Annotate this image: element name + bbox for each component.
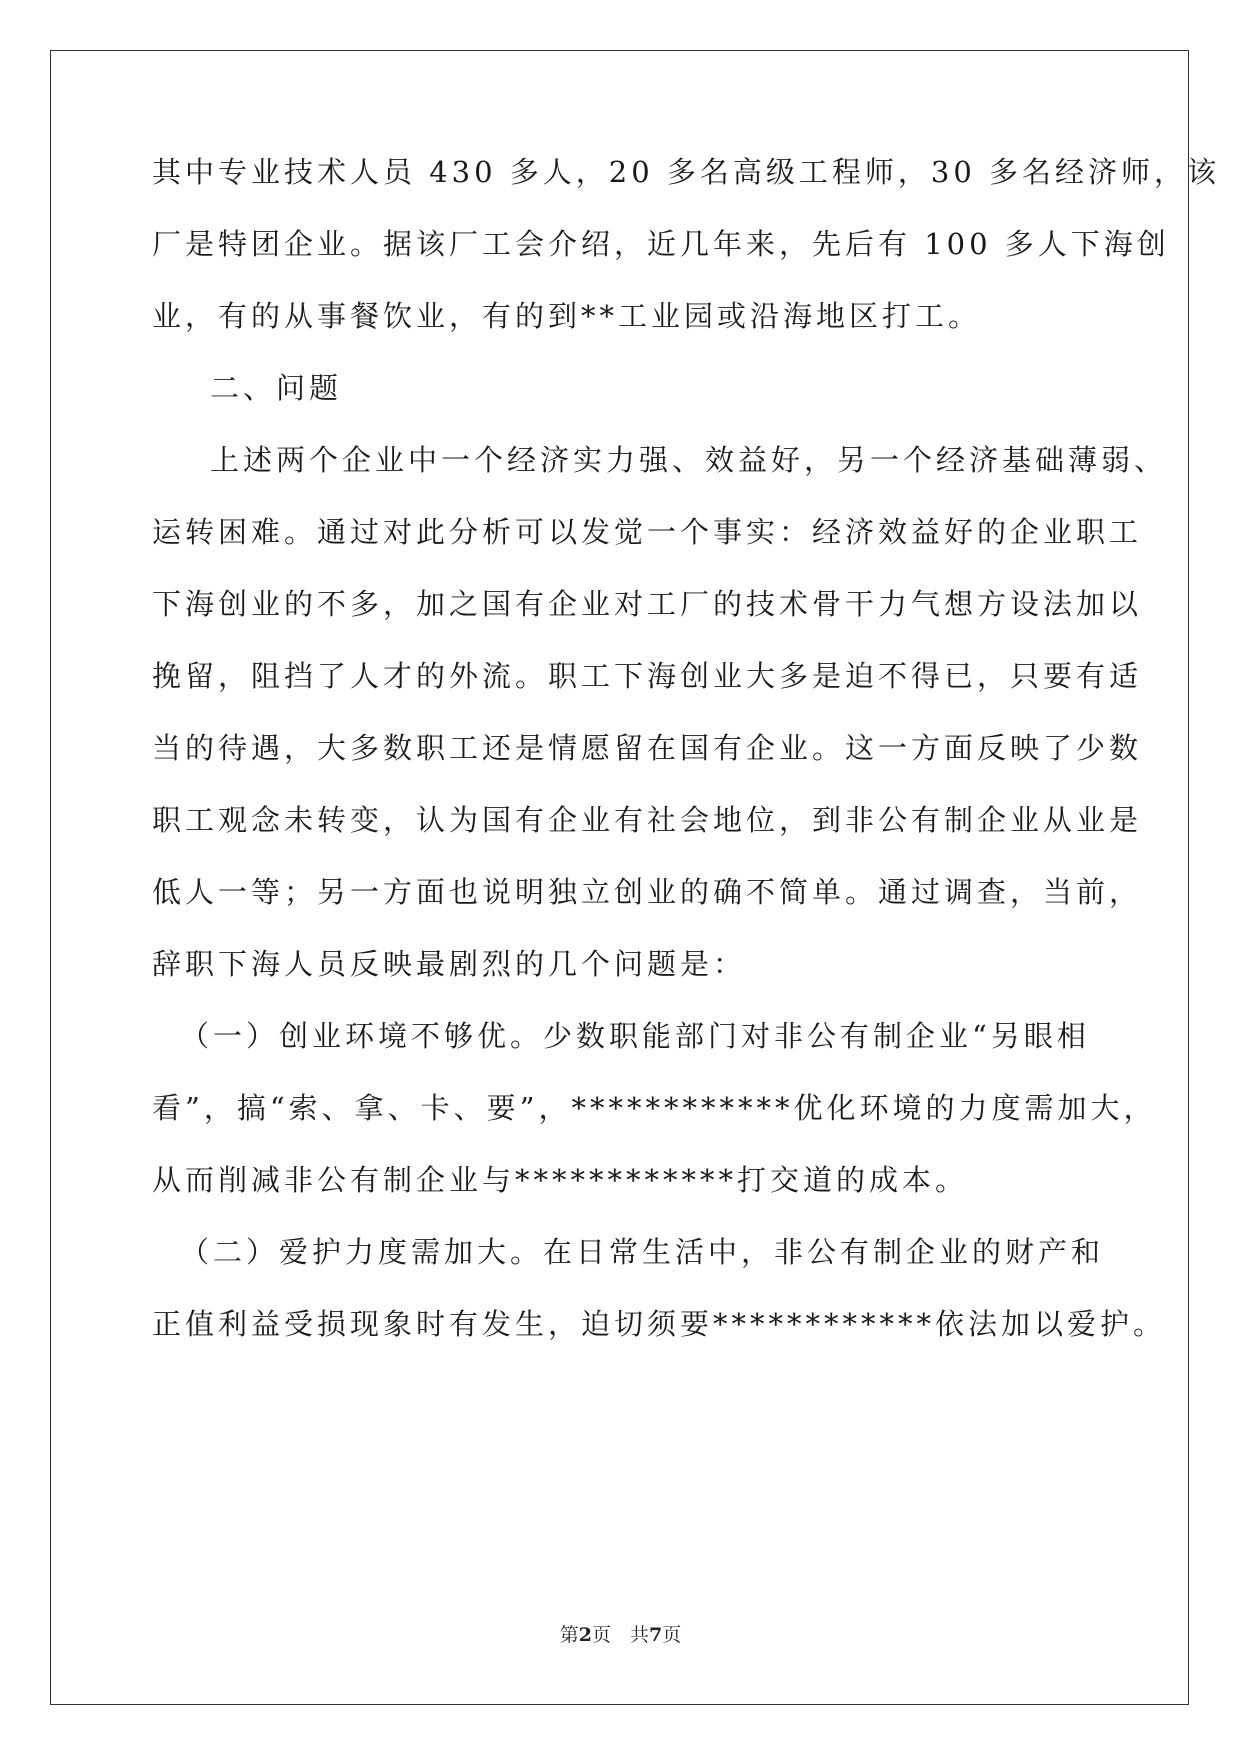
- section-heading: 二、问题: [210, 371, 343, 405]
- body-line: 正值利益受损现象时有发生，迫切须要************依法加以爱护。: [152, 1307, 1167, 1341]
- body-line: 下海创业的不多，加之国有企业对工厂的技术骨干力气想方设法加以: [152, 587, 1143, 621]
- body-line: 运转困难。通过对此分析可以发觉一个事实：经济效益好的企业职工: [152, 515, 1143, 549]
- footer-suffix: 页: [662, 1624, 682, 1646]
- body-line: 当的待遇，大多数职工还是情愿留在国有企业。这一方面反映了少数: [152, 731, 1143, 765]
- body-line: 其中专业技术人员 430 多人，20 多名高级工程师，30 多名经济师，该: [152, 155, 1221, 189]
- body-line: （一）创业环境不够优。少数职能部门对非公有制企业“另眼相: [180, 1019, 1090, 1053]
- body-line: 上述两个企业中一个经济实力强、效益好，另一个经济基础薄弱、: [210, 443, 1168, 477]
- body-line: 业，有的从事餐饮业，有的到**工业园或沿海地区打工。: [152, 299, 982, 333]
- footer-mid: 页 共: [591, 1624, 649, 1646]
- body-line: 低人一等；另一方面也说明独立创业的确不简单。通过调查，当前，: [152, 875, 1143, 909]
- body-line: 厂是特团企业。据该厂工会介绍，近几年来，先后有 100 多人下海创: [152, 227, 1170, 261]
- body-line: 从而削减非公有制企业与************打交道的成本。: [152, 1163, 969, 1197]
- body-line: 辞职下海人员反映最剧烈的几个问题是：: [152, 947, 747, 981]
- total-page-number: 7: [649, 1624, 663, 1646]
- body-line: 看”，搞“索、拿、卡、要”，************优化环境的力度需加大，: [152, 1091, 1157, 1125]
- body-line: 挽留，阻挡了人才的外流。职工下海创业大多是迫不得已，只要有适: [152, 659, 1143, 693]
- current-page-number: 2: [578, 1624, 592, 1646]
- body-line: （二）爱护力度需加大。在日常生活中，非公有制企业的财产和: [180, 1235, 1105, 1269]
- footer-prefix: 第: [559, 1624, 579, 1646]
- body-line: 职工观念未转变，认为国有企业有社会地位，到非公有制企业从业是: [152, 803, 1143, 837]
- page-footer: [0, 1622, 1241, 1648]
